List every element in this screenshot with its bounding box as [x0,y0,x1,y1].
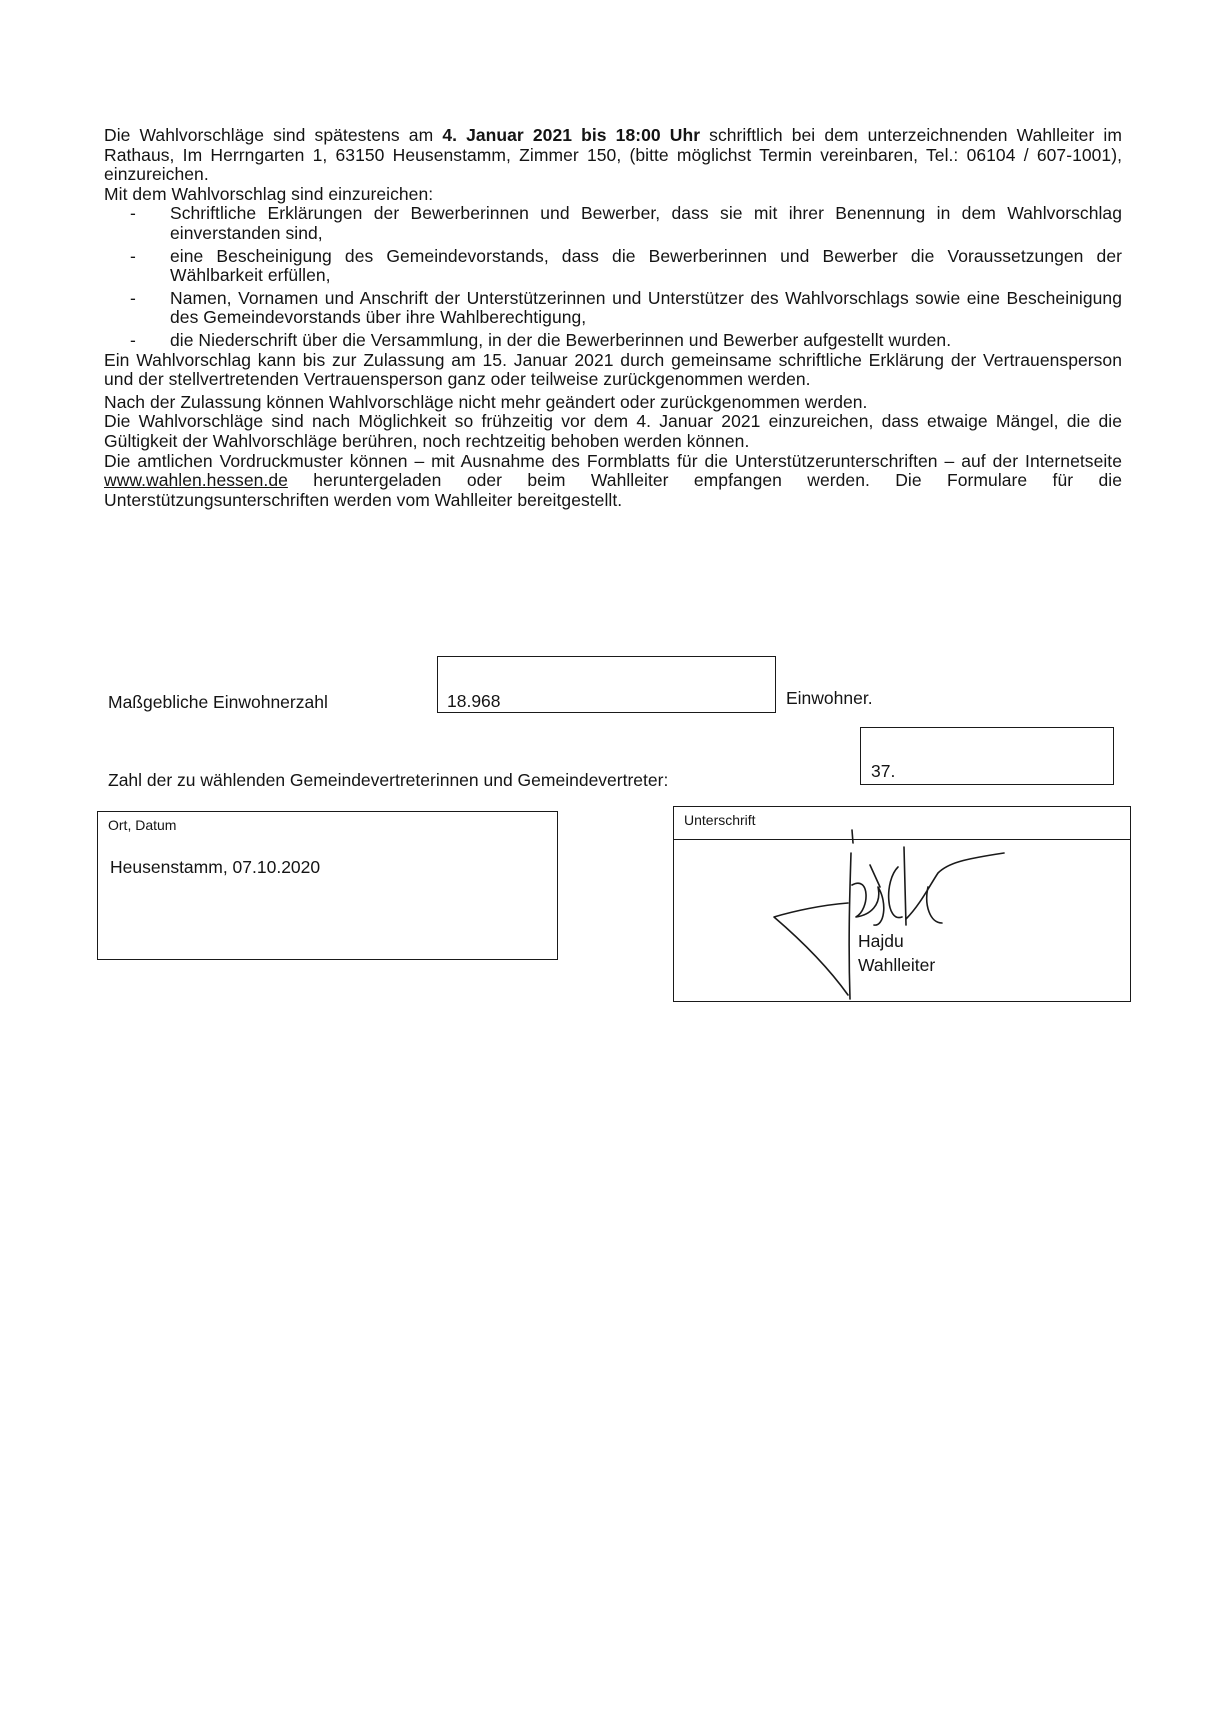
population-unit: Einwohner. [786,688,873,708]
list-item: - Namen, Vornamen und Anschrift der Unterstützerinnen und Unterstützer des Wahlvorschlags sowie eine Bescheinigung des Gemeindevorstands über ihre Wahlberechtigung, [130,287,1122,328]
early-submission-paragraph: Die Wahlvorschläge sind nach Möglichkeit so frühzeitig vor dem 4. Januar 2021 einzureichen, dass etwaige Mängel, die die Gültigkeit der Wahlvorschläge berühren, noch rechtzeitig behoben werden können. [104,411,1122,451]
population-label: Maßgebliche Einwohnerzahl [108,692,328,712]
signature-box [673,806,1131,1002]
notice-text [104,126,1122,510]
list-item: - Schriftliche Erklärungen der Bewerberinnen und Bewerber, dass sie mit ihrer Benennung in dem Wahlvorschlag einverstanden sind, [130,203,1122,243]
seats-value: 37. [871,761,896,781]
place-date-box [97,811,558,960]
website-link[interactable]: www.wahlen.hessen.de [104,470,288,491]
list-item: - die Niederschrift über die Versammlung, in der die Bewerberinnen und Bewerber aufgestellt wurden. [130,329,952,350]
submission-paragraph: Die Wahlvorschläge sind spätestens am 4. Januar 2021 bis 18:00 Uhr schriftlich bei dem unterzeichnenden Wahlleiter im Rathaus, Im Herrngarten 1, 63150 Heusenstamm, Zimmer 150, (bitte möglichst Termin vereinbaren, Tel.: 06104 / 607-1001), einzureichen. [104,125,1122,185]
population-box [437,656,776,713]
requirements-intro: Mit dem Wahlvorschlag sind einzureichen: [104,183,434,204]
withdrawal-paragraph: Ein Wahlvorschlag kann bis zur Zulassung am 15. Januar 2021 durch gemeinsame schriftliche Erklärung der Vertrauensperson und der stellvertretenden Vertrauensperson ganz oder teilweise zurückgenommen werden. [104,349,1122,390]
population-value: 18.968 [447,691,501,711]
list-item: - eine Bescheinigung des Gemeindevorstands, dass die Bewerberinnen und Bewerber die Voraussetzungen der Wählbarkeit erfüllen, [130,245,1122,286]
place-date-label: Ort, Datum [108,817,177,833]
seats-label: Zahl der zu wählenden Gemeindevertreterinnen und Gemeindevertreter: [108,770,669,790]
no-change-paragraph: Nach der Zulassung können Wahlvorschläge nicht mehr geändert oder zurückgenommen werden. [104,391,868,412]
forms-paragraph: Die amtlichen Vordruckmuster können – mit Ausnahme des Formblatts für die Unterstützerunterschriften – auf der Internetseite www.wahlen.hessen.de heruntergeladen oder beim Wahlleiter empfangen werden. Die Formulare für die Unterstützungsunterschriften werden vom Wahlleiter bereitgestellt. [104,450,1122,510]
requirements-list [104,204,1122,350]
seats-box [860,727,1114,785]
signature-label: Unterschrift [684,812,756,828]
place-date-value: Heusenstamm, 07.10.2020 [110,857,321,877]
signer-name: Hajdu [858,931,904,951]
deadline: 4. Januar 2021 bis 18:00 Uhr [442,125,701,145]
signer-role: Wahlleiter [858,955,936,975]
